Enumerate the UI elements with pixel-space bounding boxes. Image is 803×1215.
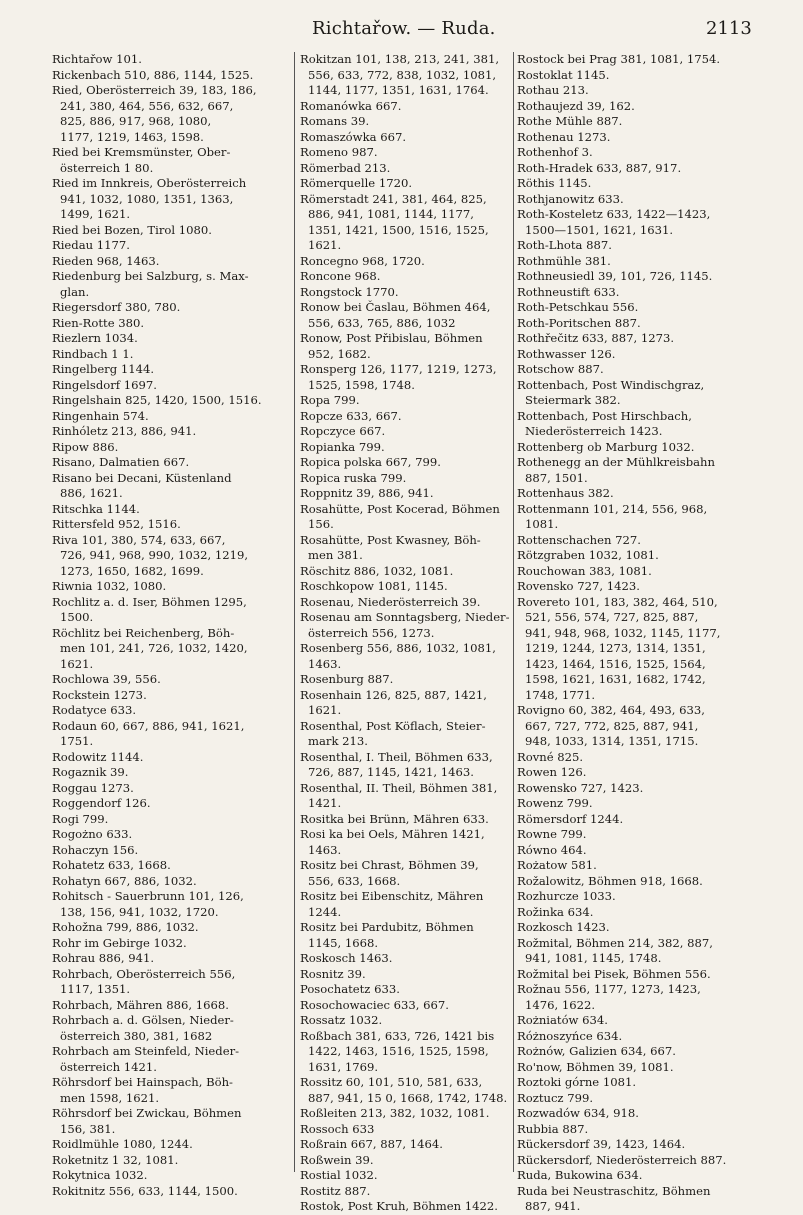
index-entry: Rosnitz 39. <box>300 966 366 981</box>
index-entry-continuation: österreich 1 80. <box>60 160 154 175</box>
index-entry: Rohaczyn 156. <box>52 842 139 857</box>
index-entry: Roncegno 968, 1720. <box>300 253 425 268</box>
index-entry: Römerquelle 1720. <box>300 176 413 190</box>
index-entry: Ried im Innkreis, Oberösterreich <box>52 176 247 190</box>
index-entry: Rottenhaus 382. <box>517 486 614 500</box>
index-entry-continuation: 887, 941, 15 0, 1668, 1742, 1748. <box>308 1090 508 1105</box>
index-entry: Ried bei Kremsmünster, Ober- <box>52 145 231 159</box>
index-entry: Rositz bei Chrast, Böhmen 39, <box>300 858 479 872</box>
index-entry: Roschkopow 1081, 1145. <box>300 579 448 593</box>
index-entry: Rohrbach am Steinfeld, Nieder- <box>52 1044 240 1058</box>
index-entry-continuation: 952, 1682. <box>308 346 371 361</box>
index-entry: Romaszówka 667. <box>300 129 407 144</box>
index-entry-continuation: Steiermark 382. <box>525 393 621 407</box>
index-entry: Rostial 1032. <box>300 1168 378 1182</box>
index-entry: Rothenegg an der Mühlkreisbahn <box>517 455 715 469</box>
index-entry: Roskosch 1463. <box>300 951 393 965</box>
index-entry: Rosenberg 556, 886, 1032, 1081, <box>300 641 496 655</box>
index-entry: Ropica ruska 799. <box>300 470 407 485</box>
index-entry: Rothau 213. <box>517 83 589 97</box>
index-entry: Ringelberg 1144. <box>52 362 155 376</box>
index-entry-continuation: men 1598, 1621. <box>60 1090 160 1105</box>
index-entry-continuation: 825, 886, 917, 968, 1080, <box>60 114 212 128</box>
index-entry-continuation: men 101, 241, 726, 1032, 1420, <box>60 641 248 655</box>
index-entry: Ried bei Bozen, Tirol 1080. <box>52 222 212 237</box>
page-header <box>0 12 803 42</box>
index-entry-continuation: 1144, 1177, 1351, 1631, 1764. <box>308 83 489 97</box>
index-entry: Rosahütte, Post Kocerad, Böhmen <box>300 501 500 516</box>
index-entry: Rovensko 727, 1423. <box>517 579 640 593</box>
index-entry: Rieden 968, 1463. <box>52 253 160 268</box>
index-entry-continuation: 1351, 1421, 1500, 1516, 1525, <box>308 222 489 237</box>
index-entry: Rowenz 799. <box>517 796 593 810</box>
index-entry: Rożatow 581. <box>517 858 597 872</box>
index-entry: Rohrau 886, 941. <box>52 951 155 965</box>
index-entry: Rothjanowitz 633. <box>517 191 624 206</box>
index-entry: Ringelsdorf 1697. <box>52 377 157 392</box>
index-entry-continuation: 1463. <box>308 656 342 671</box>
index-entry-continuation: 886, 941, 1081, 1144, 1177, <box>308 207 474 221</box>
index-entry: Ropica polska 667, 799. <box>300 455 441 469</box>
index-entry-continuation: 156. <box>308 517 334 531</box>
index-entry: Rohrbach, Oberösterreich 556, <box>52 966 236 981</box>
index-entry: Rozkosch 1423. <box>517 920 610 934</box>
index-entry: Rothe Mühle 887. <box>517 114 623 128</box>
index-entry: Riva 101, 380, 574, 633, 667, <box>52 532 226 547</box>
index-entry: Ruda, Bukowina 634. <box>517 1168 643 1182</box>
index-entry: Rottenbach, Post Windischgraz, <box>517 377 705 392</box>
index-entry: Rosenthal, Post Köflach, Steier- <box>300 718 486 733</box>
index-entry-continuation: 1423, 1464, 1516, 1525, 1564, <box>525 656 706 671</box>
index-entry: Rodowitz 1144. <box>52 749 144 764</box>
index-entry: Rien-Rotte 380. <box>52 315 145 330</box>
index-entry: Rottenschachen 727. <box>517 532 641 547</box>
index-entry-continuation: 667, 727, 772, 825, 887, 941, <box>525 718 699 733</box>
index-entry: Rottenbach, Post Hirschbach, <box>517 408 692 423</box>
index-column-1 <box>52 52 288 1198</box>
index-entry: Richtařow 101. <box>52 52 142 66</box>
index-entry: Roketnitz 1 32, 1081. <box>52 1152 179 1167</box>
index-entry: Risano bei Decani, Küstenland <box>52 470 232 485</box>
index-entry: Ropczyce 667. <box>300 424 386 438</box>
index-entry: Roth-Kosteletz 633, 1422—1423, <box>517 207 711 221</box>
index-entry: Riezlern 1034. <box>52 331 138 345</box>
index-entry: Rothneustift 633. <box>517 284 620 299</box>
index-entry: Roth-Petschkau 556. <box>517 300 639 314</box>
index-entry-continuation: 1117, 1351. <box>60 982 131 996</box>
index-entry: Posochatetz 633. <box>300 982 400 996</box>
index-entry-continuation: 941, 1032, 1080, 1351, 1363, <box>60 191 234 206</box>
index-entry: Rothaujezd 39, 162. <box>517 98 635 113</box>
index-entry: Roßleiten 213, 382, 1032, 1081. <box>300 1106 490 1120</box>
index-entry: Rožmital bei Pisek, Böhmen 556. <box>517 966 711 981</box>
index-entry: Roth-Hradek 633, 887, 917. <box>517 160 682 175</box>
index-entry: Rožnau 556, 1177, 1273, 1423, <box>517 982 701 996</box>
index-entry: Riedenburg bei Salzburg, s. Max- <box>52 269 249 283</box>
index-entry: Rothenau 1273. <box>517 129 611 144</box>
index-entry-continuation: 941, 1081, 1145, 1748. <box>525 951 662 965</box>
index-entry: Rohitsch - Sauerbrunn 101, 126, <box>52 889 244 903</box>
index-entry: Ritschka 1144. <box>52 501 140 516</box>
index-entry: Ringenhain 574. <box>52 408 149 423</box>
index-entry: Różnoszyńce 634. <box>517 1028 623 1043</box>
index-entry-continuation: 726, 887, 1145, 1421, 1463. <box>308 765 474 779</box>
column-rule <box>294 52 295 1172</box>
index-entry: Röhrsdorf bei Zwickau, Böhmen <box>52 1106 242 1120</box>
index-entry: Rickenbach 510, 886, 1144, 1525. <box>52 67 254 82</box>
index-entry: Rindbach 1 1. <box>52 346 134 361</box>
index-entry: Roztoki górne 1081. <box>517 1075 637 1089</box>
index-entry: Rossatz 1032. <box>300 1013 383 1027</box>
index-entry: Rochlowa 39, 556. <box>52 672 161 686</box>
index-entry-continuation: 1598, 1621, 1631, 1682, 1742, <box>525 672 706 686</box>
index-entry: Romanówka 667. <box>300 98 402 113</box>
index-entry: Rostock bei Prag 381, 1081, 1754. <box>517 52 721 66</box>
index-entry: Rouchowan 383, 1081. <box>517 563 652 578</box>
index-entry: Rovereto 101, 183, 382, 464, 510, <box>517 594 718 609</box>
index-entry: Rokitzan 101, 138, 213, 241, 381, <box>300 52 500 66</box>
index-entry: Rowensko 727, 1423. <box>517 780 644 795</box>
index-entry: Rostok, Post Kruh, Böhmen 1422. <box>300 1199 498 1213</box>
index-entry: Roth-Lhota 887. <box>517 238 612 252</box>
index-entry: Rogi 799. <box>52 811 109 826</box>
index-entry-continuation: 1621. <box>308 703 342 717</box>
index-entry: Roßrain 667, 887, 1464. <box>300 1137 443 1151</box>
index-entry-continuation: 138, 156, 941, 1032, 1720. <box>60 904 219 919</box>
index-entry: Rosenburg 887. <box>300 672 394 686</box>
index-entry: Rohatyn 667, 886, 1032. <box>52 873 197 888</box>
index-entry: Rožmital, Böhmen 214, 382, 887, <box>517 935 713 950</box>
index-entry: Rosenhain 126, 825, 887, 1421, <box>300 687 487 702</box>
index-entry-continuation: men 381. <box>308 548 363 562</box>
index-entry: Rockstein 1273. <box>52 687 147 702</box>
index-entry: Rodaun 60, 667, 886, 941, 1621, <box>52 718 245 733</box>
index-entry-continuation: mark 213. <box>308 734 368 748</box>
index-entry-continuation: 1621. <box>60 656 94 671</box>
index-entry: Roggendorf 126. <box>52 796 151 810</box>
index-entry: Rothenhof 3. <box>517 145 593 159</box>
index-entry: Röchlitz bei Reichenberg, Böh- <box>52 625 235 640</box>
index-entry: Rogożno 633. <box>52 827 133 841</box>
index-entry: Römerbad 213. <box>300 160 391 175</box>
index-entry: Rückersdorf, Niederösterreich 887. <box>517 1152 727 1167</box>
index-entry-continuation: österreich 380, 381, 1682 <box>60 1028 213 1043</box>
index-entry: Ringelshain 825, 1420, 1500, 1516. <box>52 393 262 407</box>
index-entry: Rohrbach, Mähren 886, 1668. <box>52 997 229 1012</box>
index-entry: Riwnia 1032, 1080. <box>52 579 167 593</box>
index-entry: Romeno 987. <box>300 145 378 159</box>
index-entry-continuation: 941, 948, 968, 1032, 1145, 1177, <box>525 625 721 640</box>
index-entry: Römerstadt 241, 381, 464, 825, <box>300 191 487 206</box>
index-entry-continuation: 521, 556, 574, 727, 825, 887, <box>525 610 699 624</box>
index-entry: Ropcze 633, 667. <box>300 408 402 423</box>
index-entry: Rothneusiedl 39, 101, 726, 1145. <box>517 269 713 283</box>
index-entry: Ripow 886. <box>52 439 119 454</box>
index-entry: Rongstock 1770. <box>300 284 399 299</box>
index-entry: Rozhurcze 1033. <box>517 889 616 903</box>
index-entry: Röhrsdorf bei Hainspach, Böh- <box>52 1075 233 1089</box>
index-entry: Roncone 968. <box>300 269 381 283</box>
index-entry: Rosahütte, Post Kwasney, Böh- <box>300 532 481 547</box>
index-entry-continuation: 1273, 1650, 1682, 1699. <box>60 563 204 578</box>
index-entry: Rochlitz a. d. Iser, Böhmen 1295, <box>52 594 247 609</box>
index-entry-continuation: glan. <box>60 284 90 299</box>
index-entry: Rokytnica 1032. <box>52 1168 148 1182</box>
index-entry: Rottenberg ob Marburg 1032. <box>517 439 695 454</box>
index-entry: Rokitnitz 556, 633, 1144, 1500. <box>52 1183 238 1198</box>
index-entry: Rinhóletz 213, 886, 941. <box>52 424 197 438</box>
index-entry: Ronsperg 126, 1177, 1219, 1273, <box>300 362 497 376</box>
index-entry: Ronow bei Časlau, Böhmen 464, <box>300 300 491 314</box>
index-entry: Roßbach 381, 633, 726, 1421 bis <box>300 1028 495 1043</box>
index-entry: Rostitz 887. <box>300 1183 371 1198</box>
index-entry-continuation: 1244. <box>308 904 342 919</box>
index-entry: Roggau 1273. <box>52 780 134 795</box>
index-entry: Rosochowaciec 633, 667. <box>300 997 449 1012</box>
index-entry: Ropianka 799. <box>300 439 385 454</box>
index-entry: Rowne 799. <box>517 827 587 841</box>
index-entry: Ronow, Post Přibislau, Böhmen <box>300 331 483 345</box>
index-entry-continuation: 556, 633, 1668. <box>308 873 401 888</box>
index-entry: Rozwadów 634, 918. <box>517 1106 639 1120</box>
index-entry-continuation: 1751. <box>60 734 94 748</box>
index-entry: Rotschow 887. <box>517 362 604 376</box>
index-entry: Roidlmühle 1080, 1244. <box>52 1137 193 1151</box>
index-entry: Rothmühle 381. <box>517 253 611 268</box>
index-entry-continuation: 887, 1501. <box>525 470 588 485</box>
index-entry: Rożniatów 634. <box>517 1013 608 1027</box>
index-column-3 <box>517 52 733 1213</box>
index-entry: Ried, Oberösterreich 39, 183, 186, <box>52 83 257 97</box>
index-entry: Rückersdorf 39, 1423, 1464. <box>517 1137 686 1151</box>
index-entry-continuation: 1421. <box>308 796 342 810</box>
index-entry: Rittersfeld 952, 1516. <box>52 517 181 531</box>
index-entry-continuation: 556, 633, 765, 886, 1032 <box>308 315 456 330</box>
index-entry: Rositka bei Brünn, Mähren 633. <box>300 811 489 826</box>
index-entry-continuation: 1422, 1463, 1516, 1525, 1598, <box>308 1044 489 1058</box>
index-entry-continuation: 948, 1033, 1314, 1351, 1715. <box>525 734 699 748</box>
index-entry: Rottenmann 101, 214, 556, 968, <box>517 501 708 516</box>
index-entry: Rubbia 887. <box>517 1121 589 1136</box>
index-entry-continuation: 1219, 1244, 1273, 1314, 1351, <box>525 641 706 655</box>
index-entry: Rogaznik 39. <box>52 765 129 779</box>
index-entry: Rohožna 799, 886, 1032. <box>52 920 199 934</box>
index-entry-continuation: 1500. <box>60 610 94 624</box>
index-entry-continuation: österreich 556, 1273. <box>308 625 435 640</box>
index-entry: Rosenau, Niederösterreich 39. <box>300 594 481 609</box>
index-entry-continuation: 556, 633, 772, 838, 1032, 1081, <box>308 67 497 82</box>
index-entry: Rohr im Gebirge 1032. <box>52 935 187 950</box>
index-entry-continuation: 1499, 1621. <box>60 207 131 221</box>
index-entry: Riegersdorf 380, 780. <box>52 300 181 314</box>
index-entry: Rožinka 634. <box>517 904 594 919</box>
index-entry: Rötzgraben 1032, 1081. <box>517 548 659 562</box>
index-entry: Roztucz 799. <box>517 1090 594 1105</box>
index-entry: Rossoch 633 <box>300 1121 375 1136</box>
index-entry: Romans 39. <box>300 114 370 128</box>
index-entry: Rohatetz 633, 1668. <box>52 858 171 872</box>
index-entry-continuation: 1081. <box>525 517 559 531</box>
index-entry: Rothřečitz 633, 887, 1273. <box>517 331 675 345</box>
index-entry: Rosenthal, II. Theil, Böhmen 381, <box>300 780 498 795</box>
index-entry: Rosenthal, I. Theil, Böhmen 633, <box>300 749 493 764</box>
index-entry: Riedau 1177. <box>52 238 130 252</box>
index-entry: Roth-Poritschen 887. <box>517 315 641 330</box>
index-entry: Rovné 825. <box>517 749 584 764</box>
index-entry: Rossitz 60, 101, 510, 581, 633, <box>300 1075 483 1089</box>
index-entry: Rothwasser 126. <box>517 346 616 361</box>
index-entry-continuation: 1631, 1769. <box>308 1059 379 1074</box>
index-entry: Roßwein 39. <box>300 1152 374 1167</box>
index-entry-continuation: 1463. <box>308 842 342 857</box>
index-entry: Rosenau am Sonntagsberg, Nieder- <box>300 610 510 624</box>
index-entry-continuation: 886, 1621. <box>60 486 123 500</box>
index-entry-continuation: 1476, 1622. <box>525 997 596 1012</box>
index-entry: Rodatyce 633. <box>52 703 137 717</box>
page-number: 2113 <box>706 18 752 39</box>
index-entry: Równo 464. <box>517 842 587 857</box>
index-entry-continuation: 1500—1501, 1621, 1631. <box>525 222 674 237</box>
column-rule <box>513 52 514 1172</box>
index-entry: Römersdorf 1244. <box>517 811 624 826</box>
index-entry: Rożnów, Galizien 634, 667. <box>517 1044 676 1058</box>
index-entry: Rowen 126. <box>517 765 587 779</box>
index-entry-continuation: 726, 941, 968, 990, 1032, 1219, <box>60 548 249 562</box>
index-entry: Röthis 1145. <box>517 176 592 190</box>
index-entry-continuation: 1177, 1219, 1463, 1598. <box>60 129 204 144</box>
running-title: Richtařow. — Ruda. <box>312 18 496 39</box>
index-entry-continuation: 1525, 1598, 1748. <box>308 377 415 392</box>
index-entry-continuation: 1145, 1668. <box>308 935 379 950</box>
index-entry: Rositz bei Eibenschitz, Mähren <box>300 889 484 903</box>
index-entry: Rosi ka bei Oels, Mähren 1421, <box>300 827 485 841</box>
index-entry: Rositz bei Pardubitz, Böhmen <box>300 920 474 934</box>
index-entry: Rovigno 60, 382, 464, 493, 633, <box>517 703 705 717</box>
index-entry: Rostoklat 1145. <box>517 67 610 82</box>
index-column-2 <box>300 52 514 1213</box>
index-entry-continuation: Niederösterreich 1423. <box>525 424 663 438</box>
index-entry: Ro'now, Böhmen 39, 1081. <box>517 1059 674 1074</box>
index-entry-continuation: österreich 1421. <box>60 1059 157 1074</box>
index-entry-continuation: 1748, 1771. <box>525 687 596 702</box>
index-entry: Ropa 799. <box>300 393 360 407</box>
index-entry: Rohrbach a. d. Gölsen, Nieder- <box>52 1013 234 1027</box>
index-entry-continuation: 156, 381. <box>60 1121 116 1136</box>
index-entry: Röschitz 886, 1032, 1081. <box>300 563 454 578</box>
index-entry-continuation: 887, 941. <box>525 1199 581 1213</box>
index-entry: Ruda bei Neustraschitz, Böhmen <box>517 1183 711 1198</box>
index-entry: Rožalowitz, Böhmen 918, 1668. <box>517 873 703 888</box>
index-entry: Roppnitz 39, 886, 941. <box>300 486 434 500</box>
index-entry: Risano, Dalmatien 667. <box>52 455 190 469</box>
index-entry-continuation: 241, 380, 464, 556, 632, 667, <box>60 98 234 113</box>
index-entry-continuation: 1621. <box>308 238 342 252</box>
